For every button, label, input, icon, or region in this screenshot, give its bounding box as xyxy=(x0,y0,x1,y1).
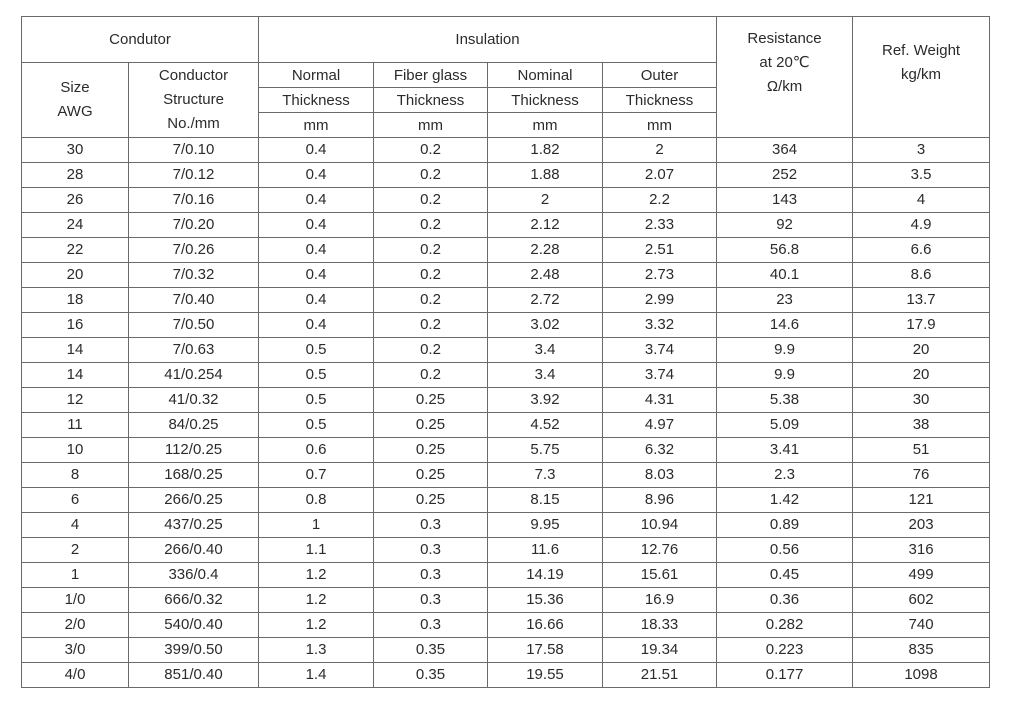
table-row xyxy=(22,613,990,638)
size-header-line1: Size xyxy=(60,79,90,96)
structure-header-line1: Conductor xyxy=(158,67,229,84)
structure-cell: 437/0.25 xyxy=(129,513,259,538)
normal-thickness-cell: 0.6 xyxy=(259,438,374,463)
normal-thickness-cell: 1.4 xyxy=(259,663,374,688)
size-cell: 16 xyxy=(22,313,129,338)
nominal-thickness-cell: 2.12 xyxy=(488,213,603,238)
conductor-group-header: Condutor xyxy=(22,17,259,63)
fiberglass-thickness-cell: 0.3 xyxy=(374,613,488,638)
table-row xyxy=(22,288,990,313)
resistance-cell: 5.09 xyxy=(717,413,853,438)
fiberglass-thickness-cell: 0.25 xyxy=(374,388,488,413)
fiberglass-thickness-cell: 0.2 xyxy=(374,263,488,288)
nominal-thickness-cell: 2.72 xyxy=(488,288,603,313)
normal-thickness-cell: 0.4 xyxy=(259,263,374,288)
insulation-group-header: Insulation xyxy=(259,17,717,63)
nominal-thickness-cell: 2.48 xyxy=(488,263,603,288)
table-row xyxy=(22,238,990,263)
structure-cell: 666/0.32 xyxy=(129,588,259,613)
normal-thickness-cell: 0.4 xyxy=(259,213,374,238)
size-cell: 3/0 xyxy=(22,638,129,663)
weight-cell: 30 xyxy=(853,388,990,413)
nominal-thickness-cell: 14.19 xyxy=(488,563,603,588)
normal-thickness-cell: 0.4 xyxy=(259,288,374,313)
weight-cell: 499 xyxy=(853,563,990,588)
resistance-cell: 0.177 xyxy=(717,663,853,688)
normal-thickness-cell: 0.4 xyxy=(259,163,374,188)
table-row xyxy=(22,663,990,688)
structure-cell: 266/0.25 xyxy=(129,488,259,513)
outer-thickness-cell: 8.03 xyxy=(603,463,717,488)
size-cell: 14 xyxy=(22,363,129,388)
outer-thickness-cell: 2.73 xyxy=(603,263,717,288)
fiberglass-thickness-cell: 0.2 xyxy=(374,338,488,363)
structure-cell: 540/0.40 xyxy=(129,613,259,638)
structure-cell: 7/0.20 xyxy=(129,213,259,238)
nominal-thickness-cell: 3.4 xyxy=(488,363,603,388)
structure-cell: 7/0.63 xyxy=(129,338,259,363)
nominal-thickness-cell: 17.58 xyxy=(488,638,603,663)
nominal-thickness-cell: 5.75 xyxy=(488,438,603,463)
spec-table-container xyxy=(21,16,989,688)
weight-header xyxy=(853,17,990,138)
nominal-thickness-cell: 19.55 xyxy=(488,663,603,688)
fiberglass-thickness-cell: 0.2 xyxy=(374,313,488,338)
weight-header-line1: Ref. Weight xyxy=(881,42,961,59)
outer-thickness-cell: 18.33 xyxy=(603,613,717,638)
outer-thickness-cell: 2.99 xyxy=(603,288,717,313)
outer-thickness-cell: 10.94 xyxy=(603,513,717,538)
size-header xyxy=(22,63,129,138)
resistance-cell: 14.6 xyxy=(717,313,853,338)
size-cell: 6 xyxy=(22,488,129,513)
size-cell: 2/0 xyxy=(22,613,129,638)
weight-cell: 17.9 xyxy=(853,313,990,338)
outer-thickness-cell: 4.97 xyxy=(603,413,717,438)
fiberglass-thickness-cell: 0.3 xyxy=(374,563,488,588)
resistance-header-line2: at 20℃ xyxy=(759,54,810,71)
weight-cell: 316 xyxy=(853,538,990,563)
table-row xyxy=(22,188,990,213)
outer-thickness-cell: 4.31 xyxy=(603,388,717,413)
resistance-cell: 0.56 xyxy=(717,538,853,563)
size-cell: 14 xyxy=(22,338,129,363)
resistance-cell: 92 xyxy=(717,213,853,238)
nominal-thickness-cell: 7.3 xyxy=(488,463,603,488)
weight-cell: 121 xyxy=(853,488,990,513)
weight-cell: 835 xyxy=(853,638,990,663)
structure-cell: 7/0.32 xyxy=(129,263,259,288)
size-cell: 8 xyxy=(22,463,129,488)
table-row xyxy=(22,488,990,513)
normal-thickness-cell: 0.5 xyxy=(259,388,374,413)
normal-thickness-cell: 1 xyxy=(259,513,374,538)
structure-cell: 266/0.40 xyxy=(129,538,259,563)
size-cell: 30 xyxy=(22,138,129,163)
outer-header-line1: Outer xyxy=(603,63,717,88)
weight-cell: 8.6 xyxy=(853,263,990,288)
size-cell: 12 xyxy=(22,388,129,413)
fiberglass-thickness-cell: 0.2 xyxy=(374,238,488,263)
normal-header-line2: Thickness xyxy=(259,88,374,113)
size-cell: 18 xyxy=(22,288,129,313)
weight-cell: 4.9 xyxy=(853,213,990,238)
fiberglass-thickness-cell: 0.25 xyxy=(374,463,488,488)
resistance-cell: 1.42 xyxy=(717,488,853,513)
normal-thickness-cell: 0.5 xyxy=(259,413,374,438)
table-row xyxy=(22,513,990,538)
table-row xyxy=(22,438,990,463)
weight-cell: 20 xyxy=(853,338,990,363)
resistance-header xyxy=(717,17,853,138)
nominal-thickness-cell: 1.88 xyxy=(488,163,603,188)
nominal-thickness-cell: 8.15 xyxy=(488,488,603,513)
outer-thickness-cell: 19.34 xyxy=(603,638,717,663)
normal-thickness-cell: 0.7 xyxy=(259,463,374,488)
weight-header-line2: kg/km xyxy=(901,66,942,83)
fiberglass-thickness-cell: 0.35 xyxy=(374,638,488,663)
table-row xyxy=(22,363,990,388)
size-cell: 1/0 xyxy=(22,588,129,613)
fiberglass-header-unit: mm xyxy=(374,113,488,138)
resistance-header-line3: Ω/km xyxy=(766,78,803,95)
normal-thickness-cell: 0.4 xyxy=(259,238,374,263)
weight-cell: 740 xyxy=(853,613,990,638)
structure-cell: 7/0.26 xyxy=(129,238,259,263)
nominal-thickness-cell: 11.6 xyxy=(488,538,603,563)
size-cell: 11 xyxy=(22,413,129,438)
table-body xyxy=(22,138,990,688)
size-cell: 10 xyxy=(22,438,129,463)
table-header xyxy=(22,17,990,138)
outer-thickness-cell: 2.07 xyxy=(603,163,717,188)
fiberglass-thickness-cell: 0.2 xyxy=(374,363,488,388)
size-cell: 24 xyxy=(22,213,129,238)
fiberglass-thickness-cell: 0.2 xyxy=(374,288,488,313)
size-cell: 1 xyxy=(22,563,129,588)
fiberglass-thickness-cell: 0.3 xyxy=(374,538,488,563)
fiberglass-header-line2: Thickness xyxy=(374,88,488,113)
outer-thickness-cell: 2.33 xyxy=(603,213,717,238)
outer-thickness-cell: 2.2 xyxy=(603,188,717,213)
outer-thickness-cell: 8.96 xyxy=(603,488,717,513)
resistance-cell: 0.36 xyxy=(717,588,853,613)
nominal-header-unit: mm xyxy=(488,113,603,138)
outer-thickness-cell: 6.32 xyxy=(603,438,717,463)
structure-header-line3: No./mm xyxy=(167,115,220,132)
weight-cell: 76 xyxy=(853,463,990,488)
outer-thickness-cell: 2 xyxy=(603,138,717,163)
table-row xyxy=(22,463,990,488)
size-cell: 4/0 xyxy=(22,663,129,688)
weight-cell: 3 xyxy=(853,138,990,163)
outer-thickness-cell: 2.51 xyxy=(603,238,717,263)
table-row xyxy=(22,313,990,338)
table-row xyxy=(22,338,990,363)
fiberglass-thickness-cell: 0.3 xyxy=(374,513,488,538)
structure-cell: 41/0.254 xyxy=(129,363,259,388)
structure-header-line2: Structure xyxy=(163,91,224,108)
size-cell: 26 xyxy=(22,188,129,213)
normal-thickness-cell: 0.5 xyxy=(259,338,374,363)
weight-cell: 1098 xyxy=(853,663,990,688)
outer-thickness-cell: 3.32 xyxy=(603,313,717,338)
table-row xyxy=(22,388,990,413)
size-cell: 4 xyxy=(22,513,129,538)
resistance-cell: 56.8 xyxy=(717,238,853,263)
table-row xyxy=(22,213,990,238)
structure-cell: 112/0.25 xyxy=(129,438,259,463)
nominal-thickness-cell: 3.4 xyxy=(488,338,603,363)
resistance-cell: 40.1 xyxy=(717,263,853,288)
fiberglass-thickness-cell: 0.2 xyxy=(374,138,488,163)
resistance-cell: 364 xyxy=(717,138,853,163)
structure-cell: 851/0.40 xyxy=(129,663,259,688)
table-row xyxy=(22,413,990,438)
normal-thickness-cell: 0.5 xyxy=(259,363,374,388)
normal-header-line1: Normal xyxy=(259,63,374,88)
normal-thickness-cell: 0.4 xyxy=(259,188,374,213)
resistance-cell: 2.3 xyxy=(717,463,853,488)
outer-thickness-cell: 21.51 xyxy=(603,663,717,688)
normal-thickness-cell: 0.8 xyxy=(259,488,374,513)
table-row xyxy=(22,263,990,288)
fiberglass-thickness-cell: 0.25 xyxy=(374,488,488,513)
table-row xyxy=(22,638,990,663)
structure-cell: 336/0.4 xyxy=(129,563,259,588)
outer-thickness-cell: 12.76 xyxy=(603,538,717,563)
outer-thickness-cell: 3.74 xyxy=(603,363,717,388)
nominal-thickness-cell: 4.52 xyxy=(488,413,603,438)
resistance-cell: 143 xyxy=(717,188,853,213)
outer-header-line2: Thickness xyxy=(603,88,717,113)
nominal-thickness-cell: 3.92 xyxy=(488,388,603,413)
outer-thickness-cell: 16.9 xyxy=(603,588,717,613)
fiberglass-thickness-cell: 0.2 xyxy=(374,163,488,188)
size-cell: 22 xyxy=(22,238,129,263)
size-cell: 28 xyxy=(22,163,129,188)
normal-thickness-cell: 0.4 xyxy=(259,313,374,338)
normal-thickness-cell: 1.2 xyxy=(259,613,374,638)
structure-cell: 41/0.32 xyxy=(129,388,259,413)
normal-thickness-cell: 1.3 xyxy=(259,638,374,663)
weight-cell: 4 xyxy=(853,188,990,213)
resistance-cell: 0.223 xyxy=(717,638,853,663)
nominal-thickness-cell: 2.28 xyxy=(488,238,603,263)
structure-cell: 168/0.25 xyxy=(129,463,259,488)
size-header-line2: AWG xyxy=(57,103,93,120)
structure-cell: 7/0.16 xyxy=(129,188,259,213)
nominal-thickness-cell: 3.02 xyxy=(488,313,603,338)
table-row xyxy=(22,563,990,588)
structure-cell: 399/0.50 xyxy=(129,638,259,663)
weight-cell: 13.7 xyxy=(853,288,990,313)
nominal-thickness-cell: 15.36 xyxy=(488,588,603,613)
resistance-cell: 0.89 xyxy=(717,513,853,538)
structure-header xyxy=(129,63,259,138)
resistance-cell: 9.9 xyxy=(717,363,853,388)
fiberglass-thickness-cell: 0.3 xyxy=(374,588,488,613)
weight-cell: 6.6 xyxy=(853,238,990,263)
fiberglass-thickness-cell: 0.25 xyxy=(374,413,488,438)
weight-cell: 20 xyxy=(853,363,990,388)
resistance-cell: 9.9 xyxy=(717,338,853,363)
normal-thickness-cell: 0.4 xyxy=(259,138,374,163)
structure-cell: 84/0.25 xyxy=(129,413,259,438)
normal-header-unit: mm xyxy=(259,113,374,138)
size-cell: 2 xyxy=(22,538,129,563)
resistance-cell: 23 xyxy=(717,288,853,313)
normal-thickness-cell: 1.2 xyxy=(259,588,374,613)
size-cell: 20 xyxy=(22,263,129,288)
weight-cell: 602 xyxy=(853,588,990,613)
structure-cell: 7/0.50 xyxy=(129,313,259,338)
resistance-cell: 252 xyxy=(717,163,853,188)
fiberglass-thickness-cell: 0.2 xyxy=(374,213,488,238)
resistance-cell: 5.38 xyxy=(717,388,853,413)
nominal-thickness-cell: 16.66 xyxy=(488,613,603,638)
structure-cell: 7/0.10 xyxy=(129,138,259,163)
fiberglass-header-line1: Fiber glass xyxy=(374,63,488,88)
weight-cell: 38 xyxy=(853,413,990,438)
weight-cell: 203 xyxy=(853,513,990,538)
normal-thickness-cell: 1.1 xyxy=(259,538,374,563)
table-row xyxy=(22,163,990,188)
outer-thickness-cell: 15.61 xyxy=(603,563,717,588)
nominal-header-line2: Thickness xyxy=(488,88,603,113)
outer-header-unit: mm xyxy=(603,113,717,138)
outer-thickness-cell: 3.74 xyxy=(603,338,717,363)
structure-cell: 7/0.40 xyxy=(129,288,259,313)
table-row xyxy=(22,138,990,163)
nominal-thickness-cell: 9.95 xyxy=(488,513,603,538)
fiberglass-thickness-cell: 0.35 xyxy=(374,663,488,688)
table-row xyxy=(22,588,990,613)
fiberglass-thickness-cell: 0.25 xyxy=(374,438,488,463)
nominal-thickness-cell: 1.82 xyxy=(488,138,603,163)
resistance-cell: 3.41 xyxy=(717,438,853,463)
fiberglass-thickness-cell: 0.2 xyxy=(374,188,488,213)
normal-thickness-cell: 1.2 xyxy=(259,563,374,588)
wire-spec-table xyxy=(21,16,990,688)
weight-cell: 3.5 xyxy=(853,163,990,188)
weight-cell: 51 xyxy=(853,438,990,463)
resistance-cell: 0.45 xyxy=(717,563,853,588)
table-row xyxy=(22,538,990,563)
resistance-cell: 0.282 xyxy=(717,613,853,638)
nominal-header-line1: Nominal xyxy=(488,63,603,88)
structure-cell: 7/0.12 xyxy=(129,163,259,188)
resistance-header-line1: Resistance xyxy=(747,30,822,47)
nominal-thickness-cell: 2 xyxy=(488,188,603,213)
